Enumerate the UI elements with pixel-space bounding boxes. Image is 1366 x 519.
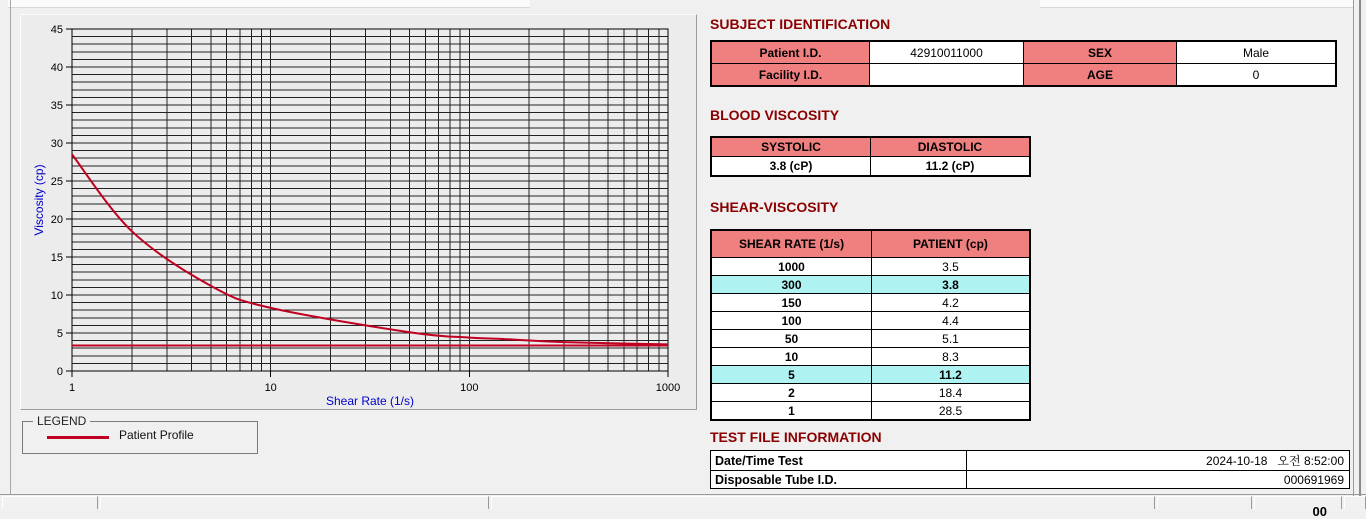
svg-text:25: 25 [50,176,63,188]
svg-text:100: 100 [460,382,479,394]
svg-text:5: 5 [56,328,63,340]
shear-row [711,402,1030,421]
svg-text:30: 30 [50,138,63,150]
table-row [711,64,1336,87]
table-row [711,157,1030,177]
svg-text:35: 35 [50,100,63,112]
shear-viscosity-table [710,229,1031,421]
shear-row [711,366,1030,384]
test-file-information-table [710,450,1350,489]
age-value: 0 [1177,64,1337,87]
table-row [711,137,1030,157]
table-row [711,471,1350,489]
top-toolbar-remnant-right [1040,0,1356,8]
date-time-test-label: Date/Time Test [711,451,967,471]
patient-profile-line-swatch [47,436,109,439]
shear-rate-cell: 1 [711,402,872,421]
sex-value: Male [1177,41,1337,64]
top-toolbar-remnant-left [8,0,530,8]
window-divider-right [1353,0,1361,508]
table-row [711,451,1350,471]
subject-identification-title: SUBJECT IDENTIFICATION [710,16,891,32]
shear-row [711,276,1030,294]
table-row [711,41,1336,64]
shear-row [711,348,1030,366]
status-segment [1157,496,1252,509]
patient-viscosity-cell: 11.2 [872,366,1031,384]
shear-rate-cell: 2 [711,384,872,402]
table-header-row [711,230,1030,258]
subject-identification-table [710,40,1337,87]
diastolic-value: 11.2 (cP) [871,157,1031,177]
shear-row [711,384,1030,402]
window-edge-left [10,0,11,494]
chart-legend [22,414,258,454]
facility-id-label: Facility I.D. [711,64,870,87]
date-time-test-value: 2024-10-18 오전 8:52:00 [967,451,1350,471]
status-segment [491,496,1155,509]
systolic-value: 3.8 (cP) [711,157,871,177]
svg-text:45: 45 [50,24,63,36]
patient-cp-header: PATIENT (cp) [872,230,1031,258]
status-divider [0,494,1366,495]
shear-rate-cell: 300 [711,276,872,294]
patient-viscosity-cell: 3.8 [872,276,1031,294]
patient-viscosity-cell: 3.5 [872,258,1031,276]
legend-entry-label: Patient Profile [119,428,194,442]
patient-viscosity-cell: 8.3 [872,348,1031,366]
shear-rate-cell: 50 [711,330,872,348]
svg-text:1000: 1000 [655,382,681,394]
svg-text:20: 20 [50,214,63,226]
diastolic-header: DIASTOLIC [871,137,1031,157]
status-segment [100,496,489,509]
svg-text:40: 40 [50,62,63,74]
svg-text:15: 15 [50,252,63,264]
shear-viscosity-chart [21,15,696,409]
shear-viscosity-title: SHEAR-VISCOSITY [710,199,839,215]
status-segment [1254,496,1342,519]
svg-text:Viscosity (cp): Viscosity (cp) [32,164,46,236]
shear-row [711,312,1030,330]
disposable-tube-id-label: Disposable Tube I.D. [711,471,967,489]
shear-rate-cell: 100 [711,312,872,330]
shear-row [711,330,1030,348]
svg-text:1: 1 [68,382,76,394]
blood-viscosity-title: BLOOD VISCOSITY [710,107,840,123]
shear-rate-cell: 150 [711,294,872,312]
facility-id-value [870,64,1024,87]
patient-viscosity-cell: 4.4 [872,312,1031,330]
patient-id-value: 42910011000 [870,41,1024,64]
status-segment [2,496,98,509]
patient-viscosity-cell: 18.4 [872,384,1031,402]
shear-row [711,258,1030,276]
patient-id-label: Patient I.D. [711,41,870,64]
svg-text:0: 0 [56,366,63,378]
disposable-tube-id-value: 000691969 [967,471,1350,489]
shear-rate-cell: 5 [711,366,872,384]
patient-viscosity-cell: 4.2 [872,294,1031,312]
shear-rate-cell: 1000 [711,258,872,276]
status-partial-text: 00 [1312,504,1327,519]
age-label: AGE [1024,64,1177,87]
shear-row [711,294,1030,312]
systolic-header: SYSTOLIC [711,137,871,157]
patient-viscosity-cell: 5.1 [872,330,1031,348]
svg-text:10: 10 [264,382,277,394]
svg-text:10: 10 [50,290,63,302]
viscosity-chart-panel [20,14,697,410]
shear-rate-header: SHEAR RATE (1/s) [711,230,872,258]
patient-viscosity-cell: 28.5 [872,402,1031,421]
svg-text:Shear Rate (1/s): Shear Rate (1/s) [325,394,415,408]
sex-label: SEX [1024,41,1177,64]
legend-title: LEGEND [33,414,90,428]
shear-rate-cell: 10 [711,348,872,366]
test-file-information-title: TEST FILE INFORMATION [710,429,882,445]
blood-viscosity-table [710,136,1031,177]
status-segment [1344,496,1366,509]
